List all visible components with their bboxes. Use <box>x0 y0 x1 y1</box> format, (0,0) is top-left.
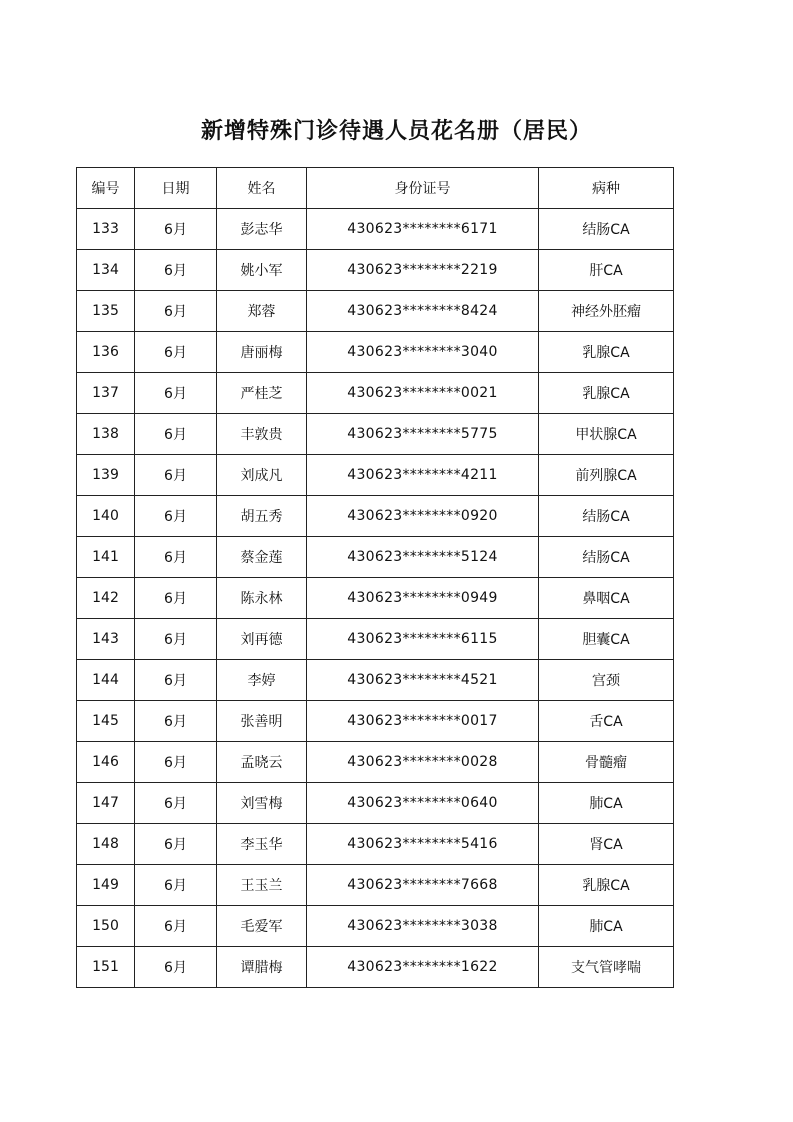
cell-disease: 乳腺CA <box>539 865 674 906</box>
cell-date: 6月 <box>135 373 217 414</box>
cell-id-number: 430623********3040 <box>307 332 539 373</box>
cell-disease: 结肠CA <box>539 496 674 537</box>
cell-id-number: 430623********0640 <box>307 783 539 824</box>
header-date: 日期 <box>135 168 217 209</box>
cell-date: 6月 <box>135 578 217 619</box>
cell-disease: 前列腺CA <box>539 455 674 496</box>
cell-number: 145 <box>77 701 135 742</box>
cell-date: 6月 <box>135 537 217 578</box>
table-row <box>77 250 674 291</box>
cell-number: 134 <box>77 250 135 291</box>
cell-disease: 乳腺CA <box>539 332 674 373</box>
roster-table <box>76 167 674 988</box>
cell-name: 谭腊梅 <box>217 947 307 988</box>
header-name: 姓名 <box>217 168 307 209</box>
cell-id-number: 430623********4521 <box>307 660 539 701</box>
table-row <box>77 291 674 332</box>
cell-number: 140 <box>77 496 135 537</box>
cell-id-number: 430623********6115 <box>307 619 539 660</box>
cell-id-number: 430623********7668 <box>307 865 539 906</box>
cell-date: 6月 <box>135 660 217 701</box>
table-row <box>77 209 674 250</box>
cell-disease: 乳腺CA <box>539 373 674 414</box>
table-row <box>77 947 674 988</box>
cell-date: 6月 <box>135 701 217 742</box>
header-id-number: 身份证号 <box>307 168 539 209</box>
table-row <box>77 742 674 783</box>
cell-date: 6月 <box>135 865 217 906</box>
cell-number: 136 <box>77 332 135 373</box>
cell-id-number: 430623********5775 <box>307 414 539 455</box>
cell-id-number: 430623********8424 <box>307 291 539 332</box>
cell-number: 135 <box>77 291 135 332</box>
cell-number: 144 <box>77 660 135 701</box>
cell-id-number: 430623********0920 <box>307 496 539 537</box>
cell-disease: 肺CA <box>539 906 674 947</box>
cell-disease: 支气管哮喘 <box>539 947 674 988</box>
cell-disease: 鼻咽CA <box>539 578 674 619</box>
table-row <box>77 619 674 660</box>
cell-disease: 宫颈 <box>539 660 674 701</box>
page-title: 新增特殊门诊待遇人员花名册（居民） <box>200 118 592 144</box>
cell-date: 6月 <box>135 947 217 988</box>
cell-id-number: 430623********1622 <box>307 947 539 988</box>
header-number: 编号 <box>77 168 135 209</box>
cell-number: 133 <box>77 209 135 250</box>
cell-number: 147 <box>77 783 135 824</box>
cell-number: 149 <box>77 865 135 906</box>
cell-id-number: 430623********5416 <box>307 824 539 865</box>
cell-disease: 肺CA <box>539 783 674 824</box>
cell-date: 6月 <box>135 742 217 783</box>
cell-id-number: 430623********0949 <box>307 578 539 619</box>
cell-number: 150 <box>77 906 135 947</box>
cell-date: 6月 <box>135 824 217 865</box>
cell-name: 孟晓云 <box>217 742 307 783</box>
cell-name: 彭志华 <box>217 209 307 250</box>
table-row <box>77 660 674 701</box>
cell-name: 王玉兰 <box>217 865 307 906</box>
cell-name: 张善明 <box>217 701 307 742</box>
cell-date: 6月 <box>135 455 217 496</box>
cell-id-number: 430623********6171 <box>307 209 539 250</box>
cell-name: 毛爱军 <box>217 906 307 947</box>
header-disease: 病种 <box>539 168 674 209</box>
cell-date: 6月 <box>135 209 217 250</box>
table-row <box>77 578 674 619</box>
cell-id-number: 430623********4211 <box>307 455 539 496</box>
table-body <box>77 209 674 988</box>
cell-id-number: 430623********0017 <box>307 701 539 742</box>
cell-number: 137 <box>77 373 135 414</box>
cell-name: 郑蓉 <box>217 291 307 332</box>
cell-date: 6月 <box>135 332 217 373</box>
cell-date: 6月 <box>135 291 217 332</box>
cell-disease: 肾CA <box>539 824 674 865</box>
table-header-row <box>77 168 674 209</box>
table-row <box>77 865 674 906</box>
table-row <box>77 701 674 742</box>
cell-name: 姚小军 <box>217 250 307 291</box>
cell-disease: 肝CA <box>539 250 674 291</box>
cell-disease: 结肠CA <box>539 209 674 250</box>
cell-id-number: 430623********0021 <box>307 373 539 414</box>
cell-id-number: 430623********5124 <box>307 537 539 578</box>
cell-disease: 舌CA <box>539 701 674 742</box>
cell-name: 李婷 <box>217 660 307 701</box>
table-row <box>77 783 674 824</box>
cell-disease: 胆囊CA <box>539 619 674 660</box>
cell-disease: 神经外胚瘤 <box>539 291 674 332</box>
table-row <box>77 414 674 455</box>
table-row <box>77 373 674 414</box>
cell-disease: 骨髓瘤 <box>539 742 674 783</box>
cell-name: 刘成凡 <box>217 455 307 496</box>
table-row <box>77 455 674 496</box>
cell-name: 胡五秀 <box>217 496 307 537</box>
cell-number: 148 <box>77 824 135 865</box>
cell-name: 丰敦贵 <box>217 414 307 455</box>
cell-name: 陈永林 <box>217 578 307 619</box>
cell-date: 6月 <box>135 414 217 455</box>
table-row <box>77 906 674 947</box>
cell-id-number: 430623********3038 <box>307 906 539 947</box>
cell-number: 142 <box>77 578 135 619</box>
cell-name: 刘再德 <box>217 619 307 660</box>
table-row <box>77 824 674 865</box>
table-row <box>77 537 674 578</box>
cell-number: 141 <box>77 537 135 578</box>
cell-number: 151 <box>77 947 135 988</box>
cell-number: 139 <box>77 455 135 496</box>
cell-name: 严桂芝 <box>217 373 307 414</box>
cell-number: 146 <box>77 742 135 783</box>
cell-date: 6月 <box>135 619 217 660</box>
cell-name: 唐丽梅 <box>217 332 307 373</box>
cell-number: 138 <box>77 414 135 455</box>
table-row <box>77 496 674 537</box>
cell-disease: 甲状腺CA <box>539 414 674 455</box>
cell-date: 6月 <box>135 783 217 824</box>
cell-number: 143 <box>77 619 135 660</box>
table-row <box>77 332 674 373</box>
cell-name: 蔡金莲 <box>217 537 307 578</box>
cell-date: 6月 <box>135 250 217 291</box>
cell-disease: 结肠CA <box>539 537 674 578</box>
cell-date: 6月 <box>135 906 217 947</box>
cell-id-number: 430623********0028 <box>307 742 539 783</box>
cell-date: 6月 <box>135 496 217 537</box>
cell-name: 李玉华 <box>217 824 307 865</box>
cell-name: 刘雪梅 <box>217 783 307 824</box>
cell-id-number: 430623********2219 <box>307 250 539 291</box>
